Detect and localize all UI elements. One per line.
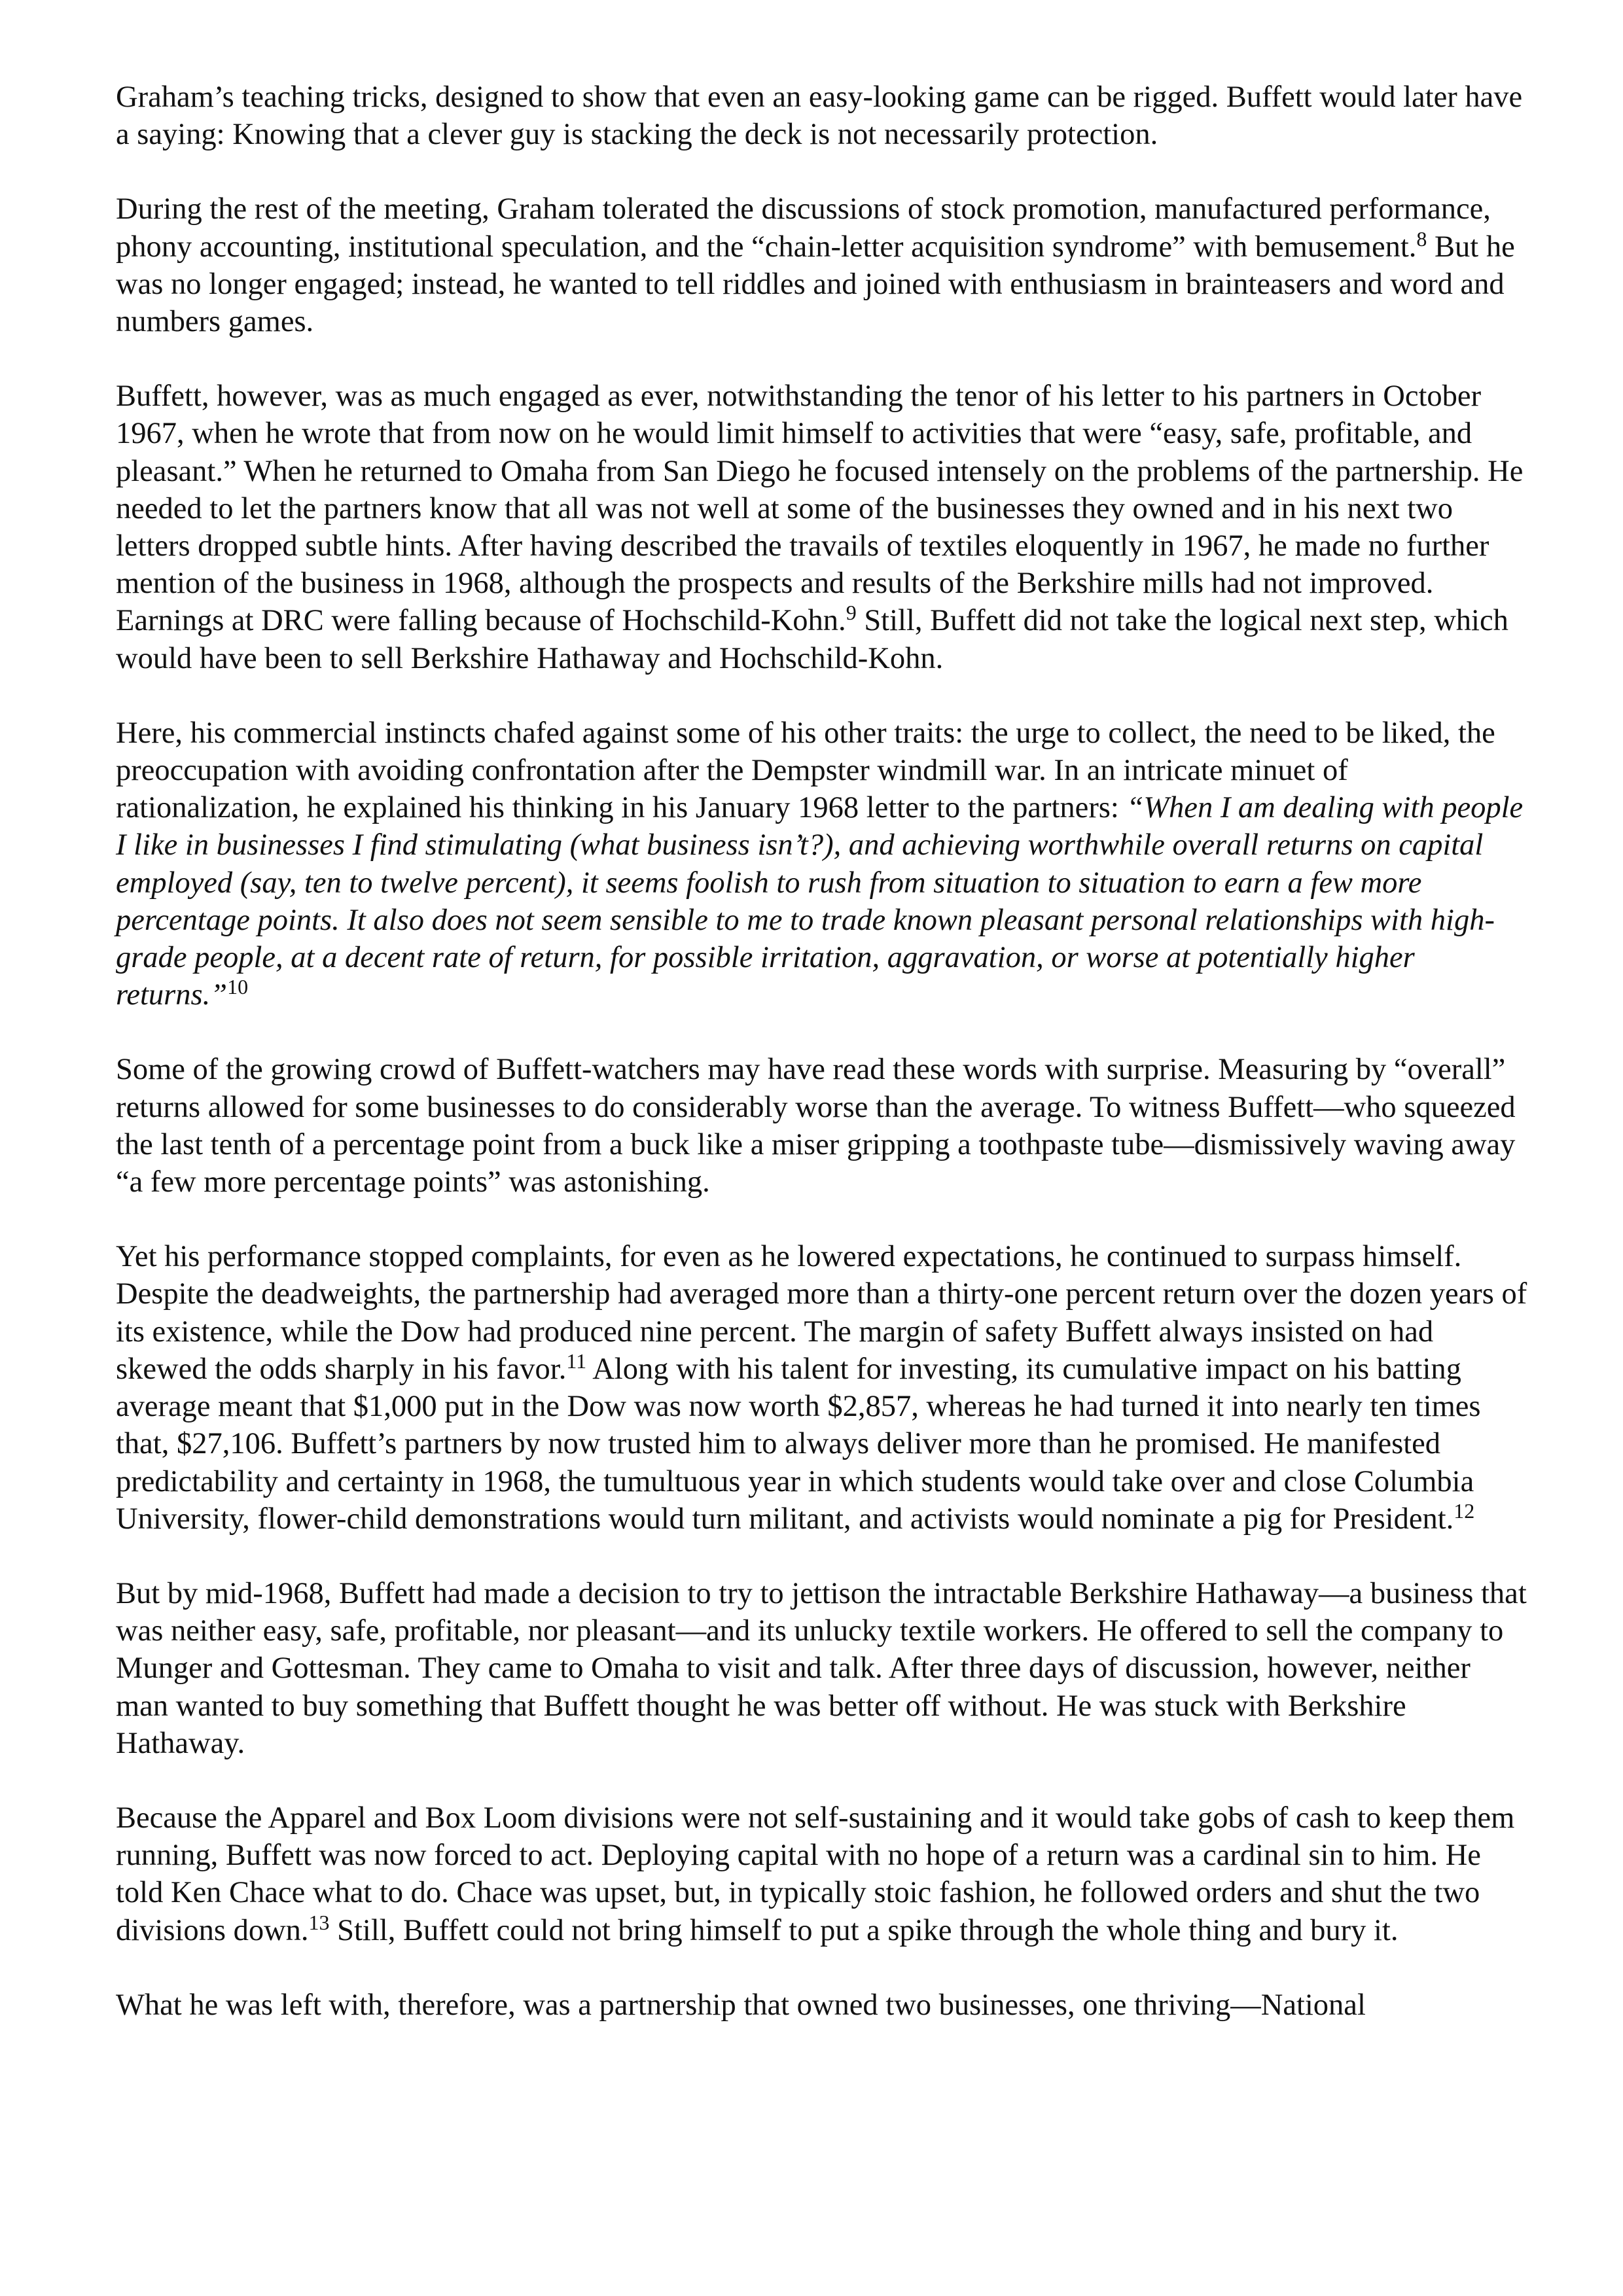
- block-quote-text: “When I am dealing with people I like in businesses I find stimulating (what business isn’t?), and achieving worthwhile overall returns on capital employed (say, ten to twelve percent), it seems foolish to rush from situation to situation to earn a few more percentage points. It also does not seem sensible to me to trade known pleasant personal relationships with high-grade people, at a decent rate of return, for possible irritation, aggravation, or worse at potentially higher returns.”: [116, 791, 1524, 1012]
- footnote-marker: 9: [846, 601, 857, 625]
- paragraph-text: During the rest of the meeting, Graham tolerated the discussions of stock promotion, manufactured performance, phony accounting, institutional speculation, and the “chain-letter acquisition syndrome” with bemusement.: [116, 192, 1491, 264]
- paragraph-text: Yet his performance stopped complaints, for even as he lowered expectations, he continued to surpass himself. Despite the deadweights, the partnership had averaged more than a thirty-one percent return over the dozen years of its existence, while the Dow had produced nine percent. The margin of safety Buffett always insisted on had skewed the odds sharply in his favor.: [116, 1240, 1527, 1386]
- paragraph-text: But he was no longer engaged; instead, he wanted to tell riddles and joined with enthusiasm in brainteasers and word and numbers games.: [116, 230, 1515, 339]
- footnote-marker: 11: [566, 1349, 587, 1373]
- paragraph: [116, 79, 1529, 153]
- paragraph-text: Graham’s teaching tricks, designed to show that even an easy-looking game can be rigged. Buffett would later have a saying: Knowing that a clever guy is stacking the deck is not necessarily protection.: [116, 80, 1523, 152]
- paragraph: [116, 1987, 1529, 2024]
- document-page: [116, 79, 1529, 2024]
- paragraph: [116, 1575, 1529, 1762]
- paragraph: [116, 1238, 1529, 1538]
- paragraph: [116, 190, 1529, 340]
- paragraph-text: Still, Buffett could not bring himself to put a spike through the whole thing and bury it.: [329, 1913, 1399, 1947]
- paragraph-text: What he was left with, therefore, was a partnership that owned two businesses, one thriving—National: [116, 1988, 1366, 2022]
- footnote-marker: 10: [227, 975, 249, 999]
- paragraph: [116, 715, 1529, 1014]
- paragraph-text: Still, Buffett did not take the logical next step, which would have been to sell Berkshire Hathaway and Hochschild-Kohn.: [116, 604, 1508, 675]
- paragraph: [116, 1051, 1529, 1201]
- paragraph-text: But by mid-1968, Buffett had made a decision to try to jettison the intractable Berkshire Hathaway—a business that was neither easy, safe, profitable, nor pleasant—and its unlucky textile workers. He offered to sell the company to Munger and Gottesman. They came to Omaha to visit and talk. After three days of discussion, however, neither man wanted to buy something that Buffett thought he was better off without. He was stuck with Berkshire Hathaway.: [116, 1576, 1527, 1760]
- paragraph-text: Because the Apparel and Box Loom divisions were not self-sustaining and it would take gobs of cash to keep them running, Buffett was now forced to act. Deploying capital with no hope of a return was a cardinal sin to him. He told Ken Chace what to do. Chace was upset, but, in typically stoic fashion, he followed orders and shut the two divisions down.: [116, 1801, 1515, 1947]
- footnote-marker: 8: [1416, 226, 1427, 251]
- footnote-marker: 13: [308, 1910, 330, 1934]
- paragraph-text: Along with his talent for investing, its cumulative impact on his batting average meant that $1,000 put in the Dow was now worth $2,857, whereas he had turned it into nearly ten times that, $27,106. Buffett’s partners by now trusted him to always deliver more than he promised. He manifested predictability and certainty in 1968, the tumultuous year in which students would take over and close Columbia University, flower-child demonstrations would turn militant, and activists would nominate a pig for President.: [116, 1352, 1481, 1536]
- paragraph-text: Some of the growing crowd of Buffett-watchers may have read these words with surprise. Measuring by “overall” returns allowed for some businesses to do considerably worse than the average. To witness Buffett—who squeezed the last tenth of a percentage point from a buck like a miser gripping a toothpaste tube—dismissively waving away “a few more percentage points” was astonishing.: [116, 1053, 1516, 1199]
- paragraph: [116, 378, 1529, 677]
- paragraph: [116, 1799, 1529, 1949]
- paragraph-text: Here, his commercial instincts chafed against some of his other traits: the urge to collect, the need to be liked, the preoccupation with avoiding confrontation after the Dempster windmill war. In an intricate minuet of rationalization, he explained his thinking in his January 1968 letter to the partners:: [116, 716, 1495, 825]
- footnote-marker: 12: [1454, 1498, 1475, 1523]
- paragraph-text: Buffett, however, was as much engaged as ever, notwithstanding the tenor of his letter to his partners in October 1967, when he wrote that from now on he would limit himself to activities that were “easy, safe, profitable, and pleasant.” When he returned to Omaha from San Diego he focused intensely on the problems of the partnership. He needed to let the partners know that all was not well at some of the businesses they owned and in his next two letters dropped subtle hints. After having described the travails of textiles eloquently in 1967, he made no further mention of the business in 1968, although the prospects and results of the Berkshire mills had not improved. Earnings at DRC were falling because of Hochschild-Kohn.: [116, 380, 1524, 638]
